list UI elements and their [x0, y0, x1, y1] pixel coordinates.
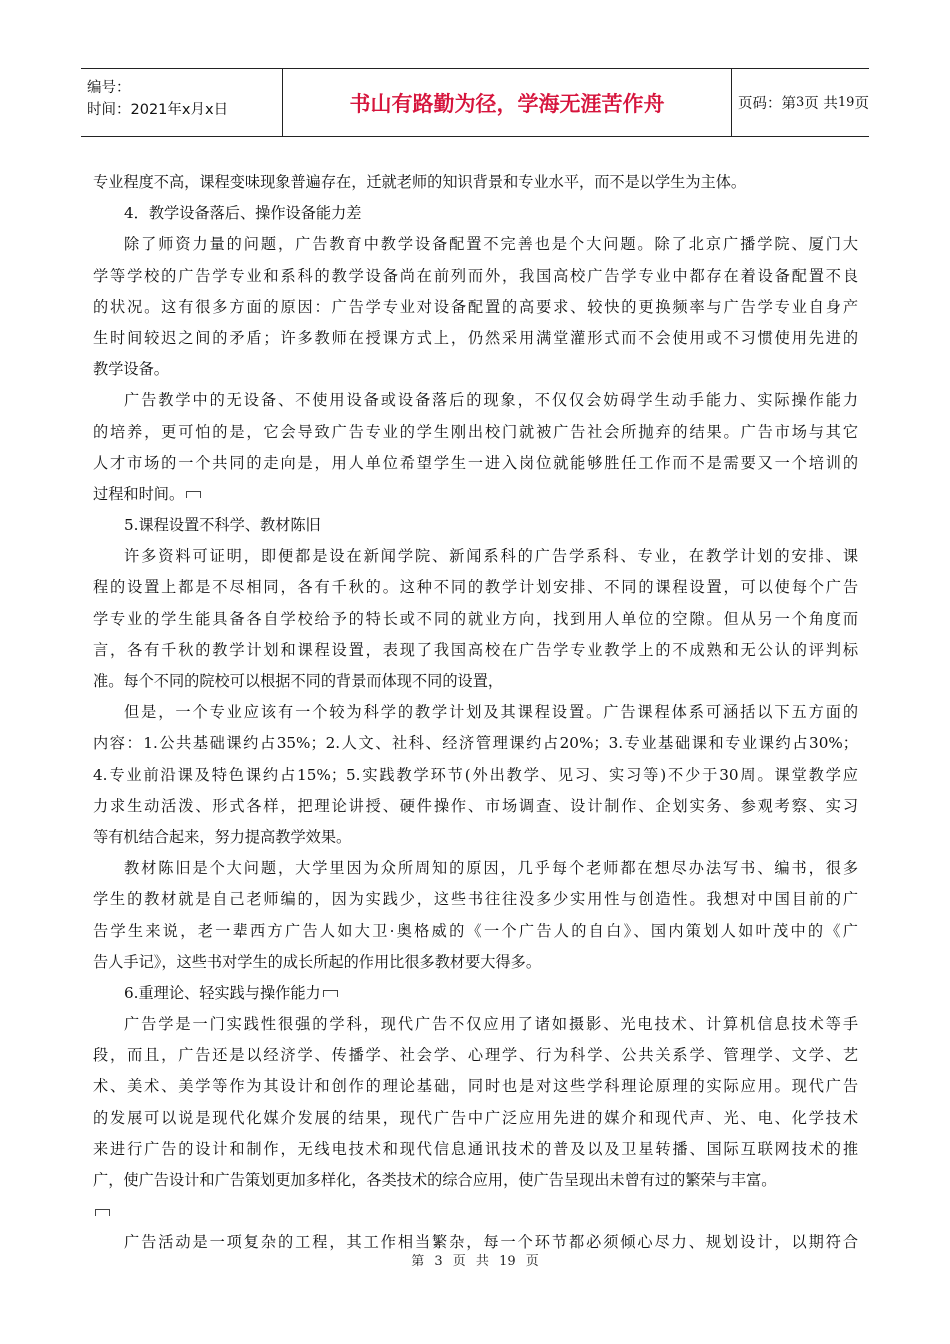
- text-line: 广告学是一门实践性很强的学科，现代广告不仅应用了诸如摄影、光电技术、计算机信息技术等手: [124, 1015, 858, 1034]
- text-line: 专业程度不高，课程变味现象普遍存在，迁就老师的知识背景和专业水平，而不是以学生为主体。: [93, 173, 747, 191]
- section-heading-with-mark: [93, 978, 858, 1009]
- text-line: 段，而且，广告还是以经济学、传播学、社会学、心理学、行为科学、公共关系学、管理学、文学、艺: [93, 1046, 858, 1065]
- text-line: 学专业的学生能具备各自学校给予的特长或不同的就业方向，找到用人单位的空隙。但从另一个角度而: [93, 609, 858, 628]
- text-line: 广告教学中的无设备、不使用设备或设备落后的现象，不仅仅会妨碍学生动手能力、实际操作能力: [124, 391, 858, 410]
- page-footer: [0, 1250, 950, 1269]
- text-line: 内容：1.公共基础课约占35%；2.人文、社科、经济管理课约占20%；3.专业基础课和专业课约占30%；: [93, 734, 858, 753]
- page-header: [81, 68, 869, 137]
- page-suffix: 页: [854, 96, 869, 112]
- text-line: 人才市场的一个共同的走向是，用人单位希望学生一进入岗位就能够胜任工作而不是需要又一个培训的: [93, 453, 858, 472]
- document-body: [93, 167, 858, 1259]
- text-line: 的培养，更可怕的是，它会导致广告专业的学生刚出校门就被广告社会所抛弃的结果。广告市场与其它: [93, 422, 858, 441]
- text-line: 教材陈旧是个大问题，大学里因为众所周知的原因，几乎每个老师都在想尽办法写书、编书，很多: [124, 859, 858, 878]
- paragraph-mark-icon: [95, 1209, 110, 1216]
- text-line: 教学设备。: [93, 360, 169, 379]
- text-line: 生时间较迟之间的矛盾；许多教师在授课方式上，仍然采用满堂灌形式而不会使用或不习惯使用先进的: [93, 328, 858, 347]
- text-line: 广告活动是一项复杂的工程，其工作相当繁杂，每一个环节都必须倾心尽力、规划设计，以期符合: [124, 1233, 858, 1252]
- text-line: 4.专业前沿课及特色课约占15%；5.实践教学环节(外出教学、见习、实习等)不少于30周。课堂教学应: [93, 765, 858, 784]
- text-line: 的状况。这有很多方面的原因：广告学专业对设备配置的高要求、较快的更换频率与广告学专业自身产: [93, 297, 858, 316]
- footer-middle: 页 共: [452, 1254, 489, 1269]
- text-line: 学生的教材就是自己老师编的，因为实践少，这些书往往没多少实用性与创造性。我想对中国目前的广: [93, 890, 858, 909]
- header-meta: [81, 69, 283, 136]
- header-motto-cell: [283, 69, 732, 136]
- text-line-with-mark: [93, 479, 858, 510]
- doc-number-label: 编号：: [87, 80, 131, 96]
- page-middle: 页 共: [804, 96, 838, 112]
- text-line: 言，各有千秋的教学计划和课程设置，表现了我国高校在广告学专业教学上的不成熟和无公认的评判标: [93, 640, 858, 659]
- header-motto: 书山有路勤为径，学海无涯苦作舟: [349, 91, 665, 116]
- paragraph-mark-icon: [186, 491, 201, 498]
- text-line: 学等学校的广告学专业和系科的教学设备尚在前列而外，我国高校广告学专业中都存在着设备配置不良: [93, 266, 858, 285]
- text-line: 除了师资力量的问题，广告教育中教学设备配置不完善也是个大问题。除了北京广播学院、厦门大: [124, 235, 858, 254]
- section-heading: 6.重理论、轻实践与操作能力: [124, 983, 321, 1002]
- text-segment: 过程和时间。: [93, 484, 185, 503]
- text-line: 术、美术、美学等作为其设计和创作的理论基础，同时也是对这些学科理论原理的实际应用。现代广告: [93, 1077, 858, 1096]
- section-heading: 4．教学设备落后、操作设备能力差: [124, 204, 362, 223]
- text-line: 力求生动活泼、形式各样，把理论讲授、硬件操作、市场调查、设计制作、企划实务、参观考察、实习: [93, 796, 858, 815]
- footer-current: 3: [434, 1254, 443, 1269]
- text-line: 告学生来说，老一辈西方广告人如大卫·奥格威的《一个广告人的自白》、国内策划人如叶茂中的《广: [93, 921, 858, 940]
- header-page-indicator: [732, 69, 869, 136]
- empty-line-with-mark: [93, 1196, 858, 1227]
- section-heading: 5.课程设置不科学、教材陈旧: [124, 516, 321, 535]
- text-line: 许多资料可证明，即便都是设在新闻学院、新闻系科的广告学系科、专业，在教学计划的安排、课: [124, 547, 858, 566]
- page-current: 3: [796, 95, 805, 110]
- text-line: 广，使广告设计和广告策划更加多样化，各类技术的综合应用，使广告呈现出未曾有过的繁荣与丰富。: [93, 1171, 777, 1189]
- text-line: 程的设置上都是不尽相同，各有千秋的。这种不同的教学计划安排、不同的课程设置，可以使每个广告: [93, 578, 858, 597]
- text-line: 告人手记》，这些书对学生的成长所起的作用比很多教材要大得多。: [93, 952, 542, 971]
- text-line: 来进行广告的设计和制作，无线电技术和现代信息通讯技术的普及以及卫星转播、国际互联网技术的推: [93, 1139, 858, 1158]
- footer-prefix: 第: [411, 1254, 425, 1269]
- page-total: 19: [837, 95, 855, 110]
- paragraph-mark-icon: [323, 990, 338, 997]
- text-line: 等有机结合起来，努力提高教学效果。: [93, 827, 352, 846]
- footer-total: 19: [499, 1254, 516, 1269]
- text-line: 的发展可以说是现代化媒介发展的结果，现代广告中广泛应用先进的媒介和现代声、光、电、化学技术: [93, 1108, 858, 1127]
- text-line: 但是，一个专业应该有一个较为科学的教学计划及其课程设置。广告课程体系可涵括以下五方面的: [124, 703, 858, 722]
- page-prefix: 页码：第: [738, 96, 796, 112]
- doc-date: 时间：2021年x月x日: [87, 102, 229, 118]
- text-line: 准。每个不同的院校可以根据不同的背景而体现不同的设置，: [93, 672, 504, 690]
- footer-suffix: 页: [525, 1254, 539, 1269]
